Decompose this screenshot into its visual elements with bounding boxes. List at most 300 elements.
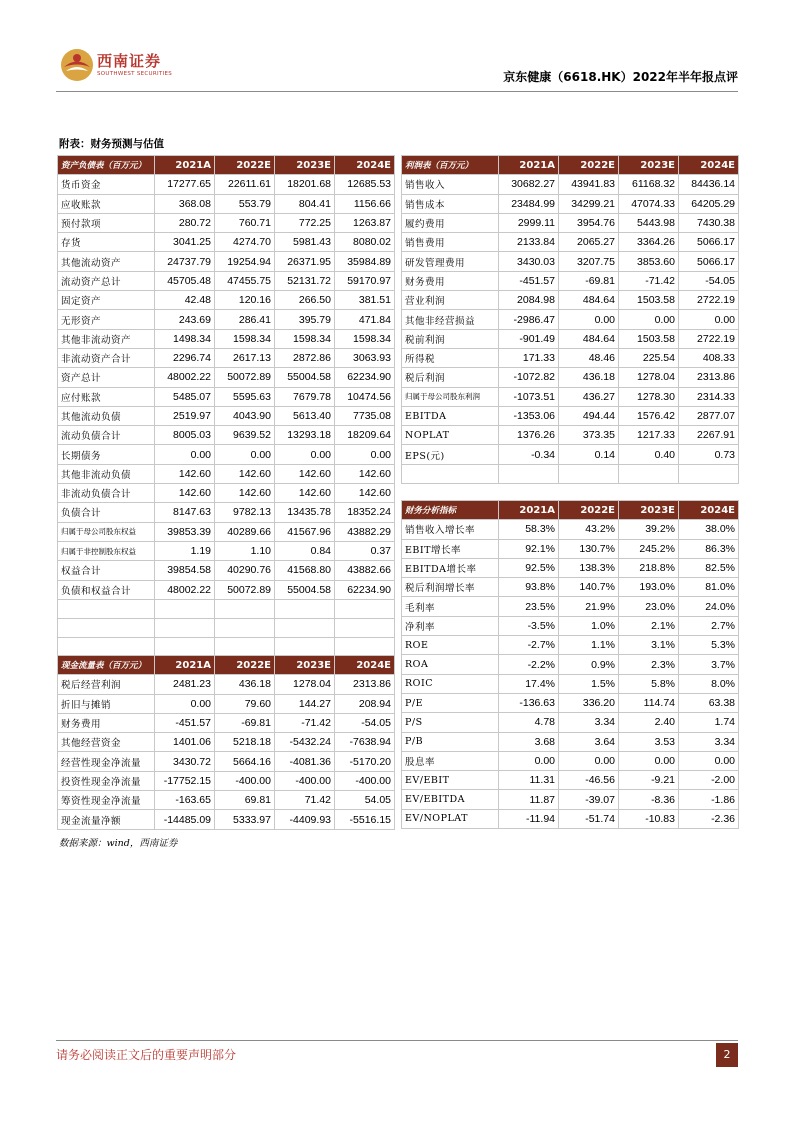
- cell-value: -400.00: [275, 771, 335, 790]
- year-header: 2023E: [275, 656, 335, 675]
- cell-value: -163.65: [155, 791, 215, 810]
- cell-value: 3.34: [559, 713, 619, 732]
- row-label: 长期债务: [58, 445, 155, 464]
- table-row: [402, 578, 739, 597]
- cell-value: 130.7%: [559, 539, 619, 558]
- footer-divider: [56, 1040, 738, 1041]
- cell-value: -1072.82: [499, 368, 559, 387]
- row-label: 毛利率: [402, 597, 499, 616]
- row-label: 资产总计: [58, 368, 155, 387]
- empty-cell: [559, 464, 619, 483]
- cell-value: -71.42: [275, 713, 335, 732]
- cell-value: 2.1%: [619, 616, 679, 635]
- table-row: [402, 751, 739, 770]
- cell-value: 54.05: [335, 791, 395, 810]
- cell-value: 93.8%: [499, 578, 559, 597]
- cell-value: 55004.58: [275, 368, 335, 387]
- cell-value: 5066.17: [679, 233, 739, 252]
- empty-cell: [335, 599, 395, 618]
- cell-value: 8.0%: [679, 674, 739, 693]
- cell-value: -69.81: [215, 713, 275, 732]
- cell-value: 2267.91: [679, 426, 739, 445]
- cell-value: 0.00: [679, 310, 739, 329]
- cell-value: 82.5%: [679, 558, 739, 577]
- cell-value: -901.49: [499, 329, 559, 348]
- cell-value: 193.0%: [619, 578, 679, 597]
- cell-value: 436.27: [559, 387, 619, 406]
- row-label: EPS(元): [402, 445, 499, 464]
- cell-value: -14485.09: [155, 810, 215, 829]
- row-label: EV/NOPLAT: [402, 809, 499, 828]
- cell-value: 3207.75: [559, 252, 619, 271]
- cell-value: -54.05: [679, 271, 739, 290]
- cell-value: 3.1%: [619, 636, 679, 655]
- cell-value: 17277.65: [155, 175, 215, 194]
- cell-value: 5.3%: [679, 636, 739, 655]
- cell-value: -17752.15: [155, 771, 215, 790]
- cell-value: 1.1%: [559, 636, 619, 655]
- cell-value: 140.7%: [559, 578, 619, 597]
- cell-value: 2877.07: [679, 406, 739, 425]
- cell-value: 142.60: [275, 464, 335, 483]
- cell-value: 71.42: [275, 791, 335, 810]
- cell-value: 58.3%: [499, 520, 559, 539]
- table-row: [58, 752, 395, 771]
- cell-value: 50072.89: [215, 368, 275, 387]
- row-label: 应收账款: [58, 194, 155, 213]
- row-label: 税后经营利润: [58, 675, 155, 694]
- cell-value: -2986.47: [499, 310, 559, 329]
- empty-row: [58, 619, 395, 638]
- cell-value: 47455.75: [215, 271, 275, 290]
- row-label: 股息率: [402, 751, 499, 770]
- table-row: [402, 597, 739, 616]
- cell-value: 1278.04: [275, 675, 335, 694]
- cell-value: 5333.97: [215, 810, 275, 829]
- logo-english-text: SOUTHWEST SECURITIES: [97, 71, 173, 77]
- table-row: [58, 694, 395, 713]
- cell-value: 2999.11: [499, 213, 559, 232]
- cell-value: 81.0%: [679, 578, 739, 597]
- cell-value: 11.87: [499, 790, 559, 809]
- cell-value: 142.60: [155, 484, 215, 503]
- cell-value: 138.3%: [559, 558, 619, 577]
- row-label: 应付账款: [58, 387, 155, 406]
- cell-value: 7679.78: [275, 387, 335, 406]
- cell-value: 40289.66: [215, 522, 275, 541]
- cell-value: 5485.07: [155, 387, 215, 406]
- cell-value: 5664.16: [215, 752, 275, 771]
- cell-value: 43882.66: [335, 561, 395, 580]
- row-label: EBIT增长率: [402, 539, 499, 558]
- cell-value: 13293.18: [275, 426, 335, 445]
- table-row: [402, 406, 739, 425]
- cell-value: -71.42: [619, 271, 679, 290]
- cell-value: 5981.43: [275, 233, 335, 252]
- cell-value: 1.5%: [559, 674, 619, 693]
- year-header: 2022E: [215, 656, 275, 675]
- empty-cell: [58, 619, 155, 638]
- year-header: 2024E: [335, 156, 395, 175]
- cell-value: 61168.32: [619, 175, 679, 194]
- cell-value: 38.0%: [679, 520, 739, 539]
- cell-value: 9782.13: [215, 503, 275, 522]
- cell-value: 7735.08: [335, 406, 395, 425]
- cell-value: 0.00: [499, 751, 559, 770]
- cell-value: 266.50: [275, 291, 335, 310]
- cell-value: 142.60: [215, 464, 275, 483]
- table-row: [402, 368, 739, 387]
- table-row: [58, 503, 395, 522]
- cell-value: 24737.79: [155, 252, 215, 271]
- cell-value: 0.00: [679, 751, 739, 770]
- cell-value: 10474.56: [335, 387, 395, 406]
- cell-value: -10.83: [619, 809, 679, 828]
- table-row: [402, 558, 739, 577]
- cell-value: 0.00: [155, 694, 215, 713]
- row-label: 筹资性现金净流量: [58, 791, 155, 810]
- cell-value: 39.2%: [619, 520, 679, 539]
- row-label: 非流动资产合计: [58, 348, 155, 367]
- table-header-row: [402, 156, 739, 175]
- cell-value: 8147.63: [155, 503, 215, 522]
- cell-value: -451.57: [499, 271, 559, 290]
- balance-sheet-title: 资产负债表（百万元）: [58, 156, 155, 175]
- cell-value: 171.33: [499, 348, 559, 367]
- cell-value: 1598.34: [215, 329, 275, 348]
- logo-emblem-icon: [60, 48, 94, 82]
- row-label: P/E: [402, 693, 499, 712]
- table-row: [402, 252, 739, 271]
- cell-value: 0.9%: [559, 655, 619, 674]
- row-label: 归属于非控制股东权益: [58, 541, 155, 560]
- cell-value: 760.71: [215, 213, 275, 232]
- cell-value: 43941.83: [559, 175, 619, 194]
- empty-cell: [155, 599, 215, 618]
- cell-value: 142.60: [215, 484, 275, 503]
- cell-value: -4081.36: [275, 752, 335, 771]
- cell-value: -9.21: [619, 771, 679, 790]
- table-row: [58, 252, 395, 271]
- table-header-row: [402, 501, 739, 520]
- cell-value: 2133.84: [499, 233, 559, 252]
- cell-value: 208.94: [335, 694, 395, 713]
- year-header: 2021A: [499, 501, 559, 520]
- cell-value: 336.20: [559, 693, 619, 712]
- table-row: [402, 655, 739, 674]
- table-row: [402, 809, 739, 828]
- cell-value: 3430.03: [499, 252, 559, 271]
- year-header: 2023E: [619, 156, 679, 175]
- cell-value: 280.72: [155, 213, 215, 232]
- row-label: 流动负债合计: [58, 426, 155, 445]
- row-label: ROIC: [402, 674, 499, 693]
- empty-cell: [335, 619, 395, 638]
- cell-value: 0.40: [619, 445, 679, 464]
- data-source-note: 数据来源：wind，西南证券: [59, 838, 178, 849]
- cell-value: -400.00: [215, 771, 275, 790]
- cell-value: 3364.26: [619, 233, 679, 252]
- cell-value: 1.0%: [559, 616, 619, 635]
- table-row: [58, 561, 395, 580]
- cell-value: 3041.25: [155, 233, 215, 252]
- cell-value: 21.9%: [559, 597, 619, 616]
- cell-value: 2722.19: [679, 291, 739, 310]
- cell-value: 23.5%: [499, 597, 559, 616]
- cell-value: 0.00: [619, 751, 679, 770]
- row-label: EV/EBITDA: [402, 790, 499, 809]
- cell-value: -5170.20: [335, 752, 395, 771]
- cell-value: 0.73: [679, 445, 739, 464]
- ratios-title: 财务分析指标: [402, 501, 499, 520]
- cell-value: 0.00: [155, 445, 215, 464]
- table-row: [58, 291, 395, 310]
- section-title: 附表：财务预测与估值: [59, 138, 164, 150]
- year-header: 2022E: [559, 501, 619, 520]
- cell-value: -39.07: [559, 790, 619, 809]
- cell-value: 0.84: [275, 541, 335, 560]
- row-label: 销售收入增长率: [402, 520, 499, 539]
- page-header: [56, 44, 738, 92]
- cell-value: -1073.51: [499, 387, 559, 406]
- year-header: 2021A: [499, 156, 559, 175]
- table-row: [402, 771, 739, 790]
- table-row: [402, 310, 739, 329]
- cell-value: 2313.86: [679, 368, 739, 387]
- cell-value: 225.54: [619, 348, 679, 367]
- cell-value: 2296.74: [155, 348, 215, 367]
- row-label: 净利率: [402, 616, 499, 635]
- empty-cell: [499, 464, 559, 483]
- table-header-row: [58, 656, 395, 675]
- cell-value: 5.8%: [619, 674, 679, 693]
- empty-cell: [58, 599, 155, 618]
- cell-value: 8005.03: [155, 426, 215, 445]
- row-label: EBITDA: [402, 406, 499, 425]
- cell-value: 39853.39: [155, 522, 215, 541]
- row-label: 归属于母公司股东利润: [402, 387, 499, 406]
- cell-value: 144.27: [275, 694, 335, 713]
- cell-value: 2314.33: [679, 387, 739, 406]
- cell-value: -5516.15: [335, 810, 395, 829]
- cell-value: 3.7%: [679, 655, 739, 674]
- cell-value: 0.00: [335, 445, 395, 464]
- row-label: P/S: [402, 713, 499, 732]
- cell-value: 286.41: [215, 310, 275, 329]
- row-label: 财务费用: [58, 713, 155, 732]
- table-row: [58, 541, 395, 560]
- cell-value: 142.60: [335, 484, 395, 503]
- cell-value: -46.56: [559, 771, 619, 790]
- table-row: [402, 636, 739, 655]
- cell-value: 2.7%: [679, 616, 739, 635]
- cell-value: 368.08: [155, 194, 215, 213]
- year-header: 2024E: [679, 156, 739, 175]
- table-row: [402, 693, 739, 712]
- cell-value: 5218.18: [215, 733, 275, 752]
- cell-value: 1498.34: [155, 329, 215, 348]
- table-row: [58, 387, 395, 406]
- income-statement-title: 利润表（百万元）: [402, 156, 499, 175]
- empty-cell: [619, 464, 679, 483]
- row-label: 固定资产: [58, 291, 155, 310]
- row-label: 折旧与摊销: [58, 694, 155, 713]
- logo-chinese-text: 西南证券: [97, 52, 162, 70]
- table-row: [58, 175, 395, 194]
- cell-value: 3063.93: [335, 348, 395, 367]
- cell-value: 1278.04: [619, 368, 679, 387]
- cell-value: 45705.48: [155, 271, 215, 290]
- table-row: [58, 675, 395, 694]
- table-row: [402, 329, 739, 348]
- cell-value: 772.25: [275, 213, 335, 232]
- cell-value: 0.00: [275, 445, 335, 464]
- cell-value: 0.00: [559, 751, 619, 770]
- cell-value: 0.37: [335, 541, 395, 560]
- cell-value: 47074.33: [619, 194, 679, 213]
- cell-value: 39854.58: [155, 561, 215, 580]
- cell-value: 2084.98: [499, 291, 559, 310]
- cell-value: -69.81: [559, 271, 619, 290]
- cell-value: 1156.66: [335, 194, 395, 213]
- cell-value: -8.36: [619, 790, 679, 809]
- cell-value: -0.34: [499, 445, 559, 464]
- cell-value: 5066.17: [679, 252, 739, 271]
- cell-value: 484.64: [559, 291, 619, 310]
- cell-value: 13435.78: [275, 503, 335, 522]
- cell-value: 381.51: [335, 291, 395, 310]
- cell-value: -2.36: [679, 809, 739, 828]
- table-row: [58, 194, 395, 213]
- cell-value: 41567.96: [275, 522, 335, 541]
- cell-value: 245.2%: [619, 539, 679, 558]
- cell-value: 1503.58: [619, 291, 679, 310]
- row-label: 销售费用: [402, 233, 499, 252]
- row-label: 负债合计: [58, 503, 155, 522]
- table-header-row: [58, 156, 395, 175]
- row-label: 其他非流动负债: [58, 464, 155, 483]
- table-row: [58, 484, 395, 503]
- row-label: 税后利润: [402, 368, 499, 387]
- empty-row: [58, 599, 395, 618]
- cell-value: 120.16: [215, 291, 275, 310]
- cell-value: 48002.22: [155, 368, 215, 387]
- cell-value: -7638.94: [335, 733, 395, 752]
- table-row: [58, 580, 395, 599]
- row-label: EBITDA增长率: [402, 558, 499, 577]
- year-header: 2023E: [275, 156, 335, 175]
- empty-cell: [679, 464, 739, 483]
- table-row: [402, 175, 739, 194]
- cell-value: 4274.70: [215, 233, 275, 252]
- cell-value: 1263.87: [335, 213, 395, 232]
- income-statement-table: [401, 155, 739, 484]
- cell-value: 1.74: [679, 713, 739, 732]
- row-label: 经营性现金净流量: [58, 752, 155, 771]
- table-row: [58, 791, 395, 810]
- cell-value: 92.1%: [499, 539, 559, 558]
- cell-value: 22611.61: [215, 175, 275, 194]
- cell-value: 30682.27: [499, 175, 559, 194]
- table-row: [58, 810, 395, 829]
- cell-value: -3.5%: [499, 616, 559, 635]
- table-row: [402, 539, 739, 558]
- cell-value: 1598.34: [335, 329, 395, 348]
- cell-value: 1376.26: [499, 426, 559, 445]
- table-row: [58, 771, 395, 790]
- table-row: [58, 406, 395, 425]
- cell-value: -2.00: [679, 771, 739, 790]
- table-row: [402, 426, 739, 445]
- cell-value: 18209.64: [335, 426, 395, 445]
- cell-value: 92.5%: [499, 558, 559, 577]
- cell-value: 1503.58: [619, 329, 679, 348]
- cash-flow-title: 现金流量表（百万元）: [58, 656, 155, 675]
- cell-value: 43882.29: [335, 522, 395, 541]
- empty-cell: [215, 599, 275, 618]
- empty-cell: [402, 464, 499, 483]
- table-row: [402, 233, 739, 252]
- cell-value: 35984.89: [335, 252, 395, 271]
- cell-value: -1353.06: [499, 406, 559, 425]
- row-label: 税前利润: [402, 329, 499, 348]
- year-header: 2022E: [215, 156, 275, 175]
- table-row: [58, 733, 395, 752]
- table-row: [402, 616, 739, 635]
- cell-value: -2.2%: [499, 655, 559, 674]
- table-row: [402, 713, 739, 732]
- row-label: 非流动负债合计: [58, 484, 155, 503]
- cell-value: -11.94: [499, 809, 559, 828]
- cell-value: 0.00: [215, 445, 275, 464]
- cell-value: 218.8%: [619, 558, 679, 577]
- cell-value: 52131.72: [275, 271, 335, 290]
- cell-value: 8080.02: [335, 233, 395, 252]
- cell-value: 3.53: [619, 732, 679, 751]
- table-row: [58, 233, 395, 252]
- cell-value: 3.34: [679, 732, 739, 751]
- row-label: 履约费用: [402, 213, 499, 232]
- row-label: 营业利润: [402, 291, 499, 310]
- row-label: 预付款项: [58, 213, 155, 232]
- table-row: [58, 348, 395, 367]
- cell-value: 4043.90: [215, 406, 275, 425]
- row-label: 流动资产总计: [58, 271, 155, 290]
- table-row: [58, 464, 395, 483]
- cell-value: 2065.27: [559, 233, 619, 252]
- cell-value: 142.60: [155, 464, 215, 483]
- header-divider: [56, 91, 738, 92]
- cell-value: 24.0%: [679, 597, 739, 616]
- cell-value: 1.19: [155, 541, 215, 560]
- cell-value: 84436.14: [679, 175, 739, 194]
- footer-notice: 请务必阅读正文后的重要声明部分: [56, 1048, 237, 1062]
- row-label: 存货: [58, 233, 155, 252]
- row-label: P/B: [402, 732, 499, 751]
- table-row: [402, 790, 739, 809]
- cell-value: 5443.98: [619, 213, 679, 232]
- table-row: [402, 194, 739, 213]
- table-row: [58, 445, 395, 464]
- row-label: EV/EBIT: [402, 771, 499, 790]
- balance-sheet-table: [57, 155, 395, 658]
- cell-value: 553.79: [215, 194, 275, 213]
- cell-value: 1278.30: [619, 387, 679, 406]
- cell-value: 804.41: [275, 194, 335, 213]
- cell-value: 471.84: [335, 310, 395, 329]
- cell-value: -136.63: [499, 693, 559, 712]
- cell-value: -451.57: [155, 713, 215, 732]
